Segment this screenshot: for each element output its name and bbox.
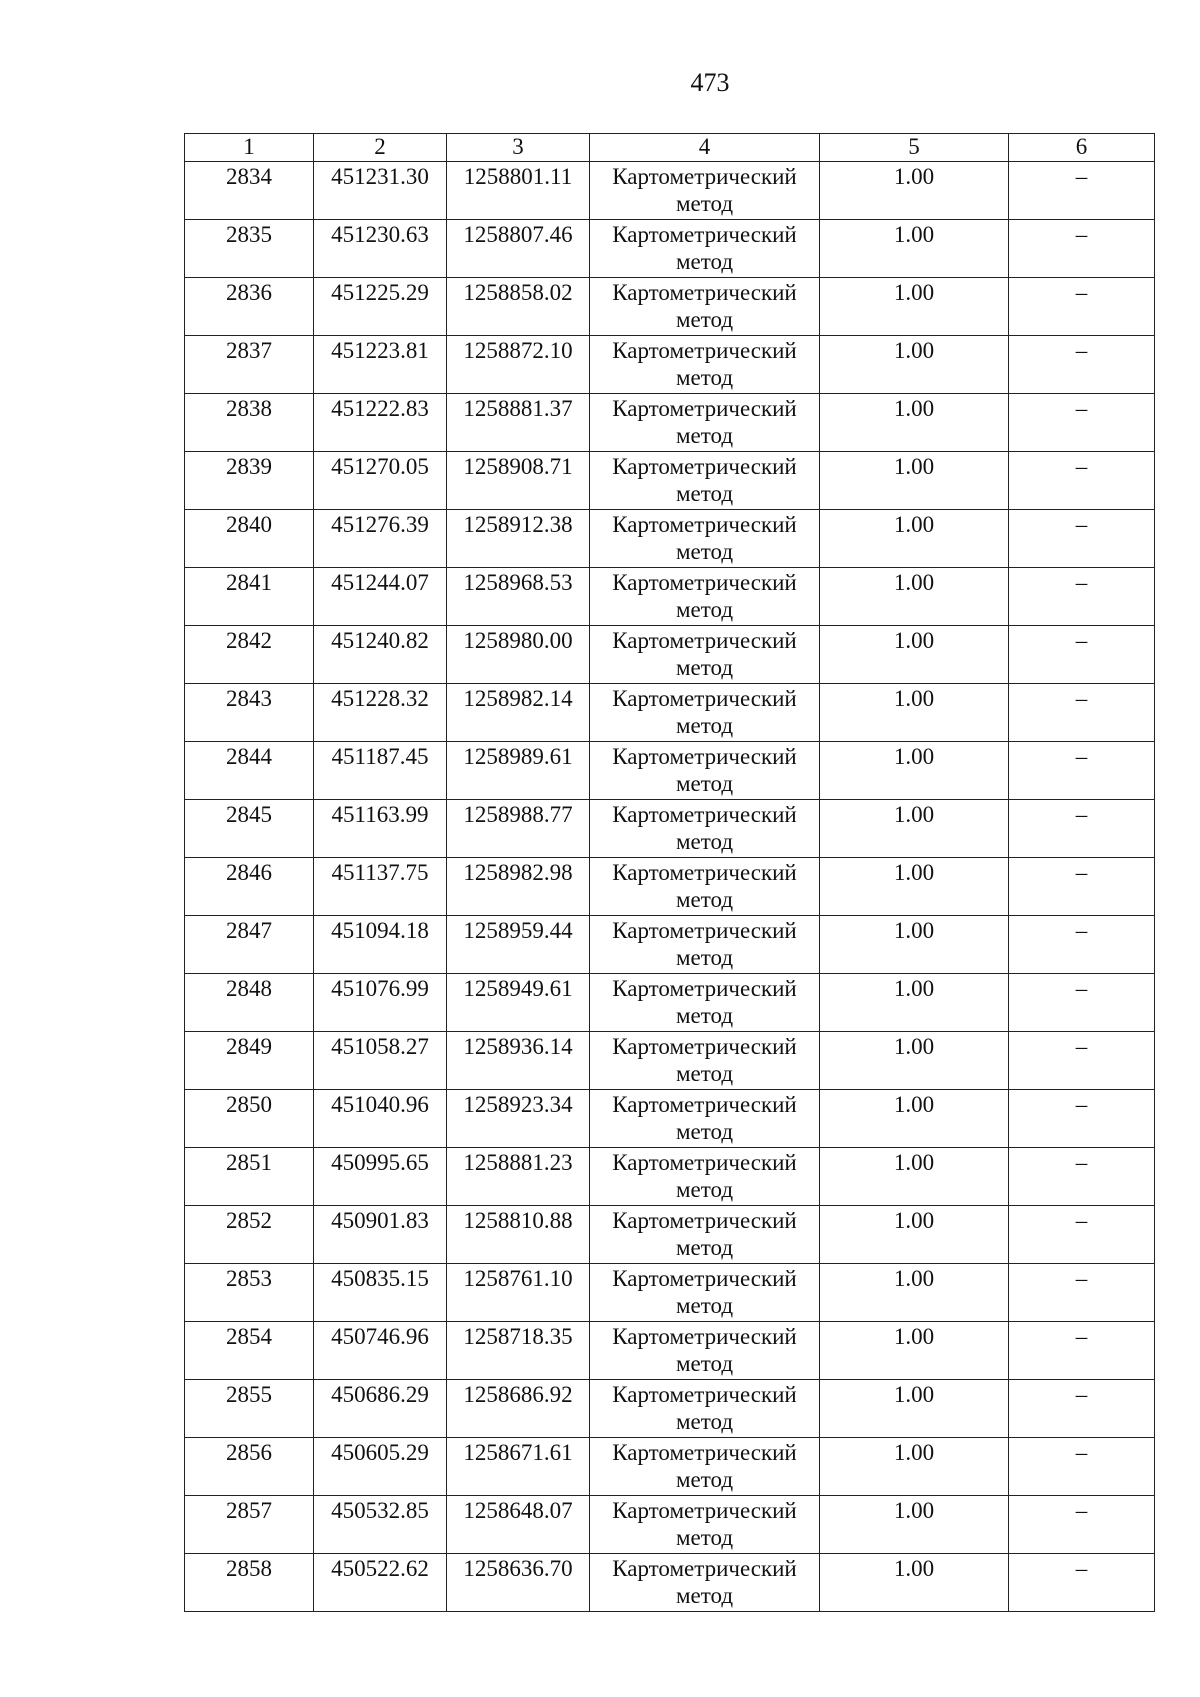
note-cell: – <box>1009 1090 1155 1148</box>
accuracy-cell: 1.00 <box>820 1090 1009 1148</box>
table-header-row <box>185 134 1155 162</box>
point-number-cell: 2847 <box>185 916 314 974</box>
method-cell <box>590 742 820 800</box>
column-header-4: 4 <box>590 134 820 162</box>
accuracy-cell: 1.00 <box>820 510 1009 568</box>
accuracy-cell: 1.00 <box>820 626 1009 684</box>
method-cell <box>590 916 820 974</box>
note-cell: – <box>1009 162 1155 220</box>
note-cell: – <box>1009 1438 1155 1496</box>
table-row <box>185 1148 1155 1206</box>
x-coordinate-cell: 451163.99 <box>314 800 447 858</box>
method-cell <box>590 974 820 1032</box>
y-coordinate-cell: 1258858.02 <box>447 278 590 336</box>
table-row <box>185 1496 1155 1554</box>
note-cell: – <box>1009 742 1155 800</box>
method-line-1: Картометрический <box>612 338 797 363</box>
table-row <box>185 1090 1155 1148</box>
y-coordinate-cell: 1258648.07 <box>447 1496 590 1554</box>
table-row <box>185 162 1155 220</box>
method-cell <box>590 684 820 742</box>
method-line-1: Картометрический <box>612 1092 797 1117</box>
table-row <box>185 1206 1155 1264</box>
table-row <box>185 916 1155 974</box>
method-cell <box>590 1148 820 1206</box>
accuracy-cell: 1.00 <box>820 1554 1009 1612</box>
table-row <box>185 568 1155 626</box>
coordinates-table <box>184 133 1155 1612</box>
note-cell: – <box>1009 974 1155 1032</box>
method-cell <box>590 858 820 916</box>
table-row <box>185 1554 1155 1612</box>
method-line-2: метод <box>675 481 734 506</box>
method-line-1: Картометрический <box>612 1498 797 1523</box>
table-row <box>185 742 1155 800</box>
note-cell: – <box>1009 684 1155 742</box>
method-cell <box>590 162 820 220</box>
x-coordinate-cell: 451058.27 <box>314 1032 447 1090</box>
x-coordinate-cell: 450686.29 <box>314 1380 447 1438</box>
note-cell: – <box>1009 1264 1155 1322</box>
accuracy-cell: 1.00 <box>820 1496 1009 1554</box>
column-header-2: 2 <box>314 134 447 162</box>
method-cell <box>590 1264 820 1322</box>
method-cell <box>590 510 820 568</box>
method-line-1: Картометрический <box>612 802 797 827</box>
y-coordinate-cell: 1258807.46 <box>447 220 590 278</box>
table-row <box>185 452 1155 510</box>
method-line-1: Картометрический <box>612 918 797 943</box>
point-number-cell: 2856 <box>185 1438 314 1496</box>
x-coordinate-cell: 451276.39 <box>314 510 447 568</box>
y-coordinate-cell: 1258881.37 <box>447 394 590 452</box>
method-line-1: Картометрический <box>612 164 797 189</box>
method-line-2: метод <box>675 713 734 738</box>
note-cell: – <box>1009 626 1155 684</box>
accuracy-cell: 1.00 <box>820 916 1009 974</box>
method-line-2: метод <box>675 365 734 390</box>
point-number-cell: 2854 <box>185 1322 314 1380</box>
method-line-1: Картометрический <box>612 1150 797 1175</box>
note-cell: – <box>1009 510 1155 568</box>
x-coordinate-cell: 451228.32 <box>314 684 447 742</box>
accuracy-cell: 1.00 <box>820 1206 1009 1264</box>
x-coordinate-cell: 451137.75 <box>314 858 447 916</box>
method-line-2: метод <box>675 655 734 680</box>
x-coordinate-cell: 451040.96 <box>314 1090 447 1148</box>
method-line-2: метод <box>675 1467 734 1492</box>
point-number-cell: 2840 <box>185 510 314 568</box>
point-number-cell: 2852 <box>185 1206 314 1264</box>
method-line-2: метод <box>675 1177 734 1202</box>
table-row <box>185 220 1155 278</box>
y-coordinate-cell: 1258761.10 <box>447 1264 590 1322</box>
x-coordinate-cell: 451244.07 <box>314 568 447 626</box>
point-number-cell: 2858 <box>185 1554 314 1612</box>
point-number-cell: 2836 <box>185 278 314 336</box>
x-coordinate-cell: 451240.82 <box>314 626 447 684</box>
accuracy-cell: 1.00 <box>820 336 1009 394</box>
accuracy-cell: 1.00 <box>820 1322 1009 1380</box>
method-cell <box>590 1438 820 1496</box>
method-cell <box>590 220 820 278</box>
table-row <box>185 336 1155 394</box>
table-row <box>185 1322 1155 1380</box>
y-coordinate-cell: 1258936.14 <box>447 1032 590 1090</box>
column-header-6: 6 <box>1009 134 1155 162</box>
accuracy-cell: 1.00 <box>820 1032 1009 1090</box>
method-line-2: метод <box>675 191 734 216</box>
note-cell: – <box>1009 858 1155 916</box>
accuracy-cell: 1.00 <box>820 278 1009 336</box>
method-line-2: метод <box>675 539 734 564</box>
point-number-cell: 2838 <box>185 394 314 452</box>
method-line-1: Картометрический <box>612 1266 797 1291</box>
x-coordinate-cell: 451076.99 <box>314 974 447 1032</box>
y-coordinate-cell: 1258636.70 <box>447 1554 590 1612</box>
method-line-1: Картометрический <box>612 396 797 421</box>
method-line-1: Картометрический <box>612 686 797 711</box>
y-coordinate-cell: 1258980.00 <box>447 626 590 684</box>
method-line-1: Картометрический <box>612 1324 797 1349</box>
accuracy-cell: 1.00 <box>820 568 1009 626</box>
point-number-cell: 2834 <box>185 162 314 220</box>
method-line-2: метод <box>675 1235 734 1260</box>
point-number-cell: 2837 <box>185 336 314 394</box>
page-number: 473 <box>690 68 730 97</box>
note-cell: – <box>1009 916 1155 974</box>
method-line-2: метод <box>675 1409 734 1434</box>
y-coordinate-cell: 1258810.88 <box>447 1206 590 1264</box>
method-cell <box>590 1496 820 1554</box>
method-line-1: Картометрический <box>612 570 797 595</box>
method-line-2: метод <box>675 597 734 622</box>
accuracy-cell: 1.00 <box>820 394 1009 452</box>
point-number-cell: 2845 <box>185 800 314 858</box>
accuracy-cell: 1.00 <box>820 220 1009 278</box>
y-coordinate-cell: 1258801.11 <box>447 162 590 220</box>
table-row <box>185 510 1155 568</box>
method-line-1: Картометрический <box>612 744 797 769</box>
x-coordinate-cell: 451222.83 <box>314 394 447 452</box>
note-cell: – <box>1009 1380 1155 1438</box>
point-number-cell: 2843 <box>185 684 314 742</box>
method-line-1: Картометрический <box>612 454 797 479</box>
method-line-1: Картометрический <box>612 1034 797 1059</box>
note-cell: – <box>1009 1148 1155 1206</box>
x-coordinate-cell: 451187.45 <box>314 742 447 800</box>
table-row <box>185 1264 1155 1322</box>
method-cell <box>590 1322 820 1380</box>
method-line-2: метод <box>675 1061 734 1086</box>
point-number-cell: 2839 <box>185 452 314 510</box>
y-coordinate-cell: 1258671.61 <box>447 1438 590 1496</box>
note-cell: – <box>1009 452 1155 510</box>
method-line-1: Картометрический <box>612 1208 797 1233</box>
note-cell: – <box>1009 220 1155 278</box>
x-coordinate-cell: 450746.96 <box>314 1322 447 1380</box>
accuracy-cell: 1.00 <box>820 1264 1009 1322</box>
method-line-2: метод <box>675 1119 734 1144</box>
point-number-cell: 2841 <box>185 568 314 626</box>
method-cell <box>590 452 820 510</box>
x-coordinate-cell: 450995.65 <box>314 1148 447 1206</box>
method-line-1: Картометрический <box>612 1440 797 1465</box>
column-header-5: 5 <box>820 134 1009 162</box>
point-number-cell: 2835 <box>185 220 314 278</box>
y-coordinate-cell: 1258718.35 <box>447 1322 590 1380</box>
note-cell: – <box>1009 1554 1155 1612</box>
y-coordinate-cell: 1258968.53 <box>447 568 590 626</box>
table-row <box>185 858 1155 916</box>
note-cell: – <box>1009 568 1155 626</box>
method-cell <box>590 1206 820 1264</box>
note-cell: – <box>1009 278 1155 336</box>
x-coordinate-cell: 450901.83 <box>314 1206 447 1264</box>
y-coordinate-cell: 1258982.14 <box>447 684 590 742</box>
x-coordinate-cell: 451231.30 <box>314 162 447 220</box>
table-row <box>185 1032 1155 1090</box>
method-line-2: метод <box>675 1351 734 1376</box>
table-row <box>185 684 1155 742</box>
method-line-2: метод <box>675 1525 734 1550</box>
note-cell: – <box>1009 394 1155 452</box>
table-row <box>185 1380 1155 1438</box>
table-row <box>185 800 1155 858</box>
column-header-1: 1 <box>185 134 314 162</box>
method-cell <box>590 1380 820 1438</box>
x-coordinate-cell: 451270.05 <box>314 452 447 510</box>
y-coordinate-cell: 1258989.61 <box>447 742 590 800</box>
method-line-2: метод <box>675 887 734 912</box>
table-row <box>185 626 1155 684</box>
point-number-cell: 2849 <box>185 1032 314 1090</box>
accuracy-cell: 1.00 <box>820 162 1009 220</box>
method-line-2: метод <box>675 1293 734 1318</box>
x-coordinate-cell: 450605.29 <box>314 1438 447 1496</box>
method-line-2: метод <box>675 307 734 332</box>
method-line-2: метод <box>675 1583 734 1608</box>
point-number-cell: 2850 <box>185 1090 314 1148</box>
y-coordinate-cell: 1258686.92 <box>447 1380 590 1438</box>
accuracy-cell: 1.00 <box>820 742 1009 800</box>
table-row <box>185 278 1155 336</box>
table-row <box>185 1438 1155 1496</box>
method-line-2: метод <box>675 1003 734 1028</box>
method-line-1: Картометрический <box>612 628 797 653</box>
table-row <box>185 974 1155 1032</box>
method-cell <box>590 394 820 452</box>
method-cell <box>590 278 820 336</box>
method-line-1: Картометрический <box>612 1556 797 1581</box>
method-line-2: метод <box>675 829 734 854</box>
method-line-1: Картометрический <box>612 860 797 885</box>
note-cell: – <box>1009 1206 1155 1264</box>
note-cell: – <box>1009 336 1155 394</box>
accuracy-cell: 1.00 <box>820 684 1009 742</box>
y-coordinate-cell: 1258912.38 <box>447 510 590 568</box>
point-number-cell: 2844 <box>185 742 314 800</box>
x-coordinate-cell: 451225.29 <box>314 278 447 336</box>
method-line-2: метод <box>675 423 734 448</box>
method-line-2: метод <box>675 945 734 970</box>
x-coordinate-cell: 450522.62 <box>314 1554 447 1612</box>
y-coordinate-cell: 1258949.61 <box>447 974 590 1032</box>
method-line-2: метод <box>675 249 734 274</box>
y-coordinate-cell: 1258959.44 <box>447 916 590 974</box>
method-line-2: метод <box>675 771 734 796</box>
accuracy-cell: 1.00 <box>820 452 1009 510</box>
method-cell <box>590 1090 820 1148</box>
method-cell <box>590 1554 820 1612</box>
note-cell: – <box>1009 1032 1155 1090</box>
note-cell: – <box>1009 1496 1155 1554</box>
x-coordinate-cell: 451230.63 <box>314 220 447 278</box>
table-row <box>185 394 1155 452</box>
y-coordinate-cell: 1258881.23 <box>447 1148 590 1206</box>
method-line-1: Картометрический <box>612 512 797 537</box>
point-number-cell: 2846 <box>185 858 314 916</box>
method-line-1: Картометрический <box>612 976 797 1001</box>
accuracy-cell: 1.00 <box>820 1148 1009 1206</box>
x-coordinate-cell: 450532.85 <box>314 1496 447 1554</box>
table-body <box>185 162 1155 1612</box>
point-number-cell: 2842 <box>185 626 314 684</box>
method-line-1: Картометрический <box>612 280 797 305</box>
note-cell: – <box>1009 800 1155 858</box>
y-coordinate-cell: 1258908.71 <box>447 452 590 510</box>
method-line-1: Картометрический <box>612 222 797 247</box>
point-number-cell: 2848 <box>185 974 314 1032</box>
accuracy-cell: 1.00 <box>820 858 1009 916</box>
x-coordinate-cell: 451094.18 <box>314 916 447 974</box>
accuracy-cell: 1.00 <box>820 1438 1009 1496</box>
method-cell <box>590 336 820 394</box>
point-number-cell: 2853 <box>185 1264 314 1322</box>
note-cell: – <box>1009 1322 1155 1380</box>
method-cell <box>590 800 820 858</box>
y-coordinate-cell: 1258923.34 <box>447 1090 590 1148</box>
method-cell <box>590 568 820 626</box>
point-number-cell: 2857 <box>185 1496 314 1554</box>
accuracy-cell: 1.00 <box>820 974 1009 1032</box>
column-header-3: 3 <box>447 134 590 162</box>
x-coordinate-cell: 450835.15 <box>314 1264 447 1322</box>
method-cell <box>590 1032 820 1090</box>
y-coordinate-cell: 1258872.10 <box>447 336 590 394</box>
y-coordinate-cell: 1258982.98 <box>447 858 590 916</box>
method-cell <box>590 626 820 684</box>
point-number-cell: 2851 <box>185 1148 314 1206</box>
accuracy-cell: 1.00 <box>820 1380 1009 1438</box>
y-coordinate-cell: 1258988.77 <box>447 800 590 858</box>
accuracy-cell: 1.00 <box>820 800 1009 858</box>
method-line-1: Картометрический <box>612 1382 797 1407</box>
point-number-cell: 2855 <box>185 1380 314 1438</box>
x-coordinate-cell: 451223.81 <box>314 336 447 394</box>
